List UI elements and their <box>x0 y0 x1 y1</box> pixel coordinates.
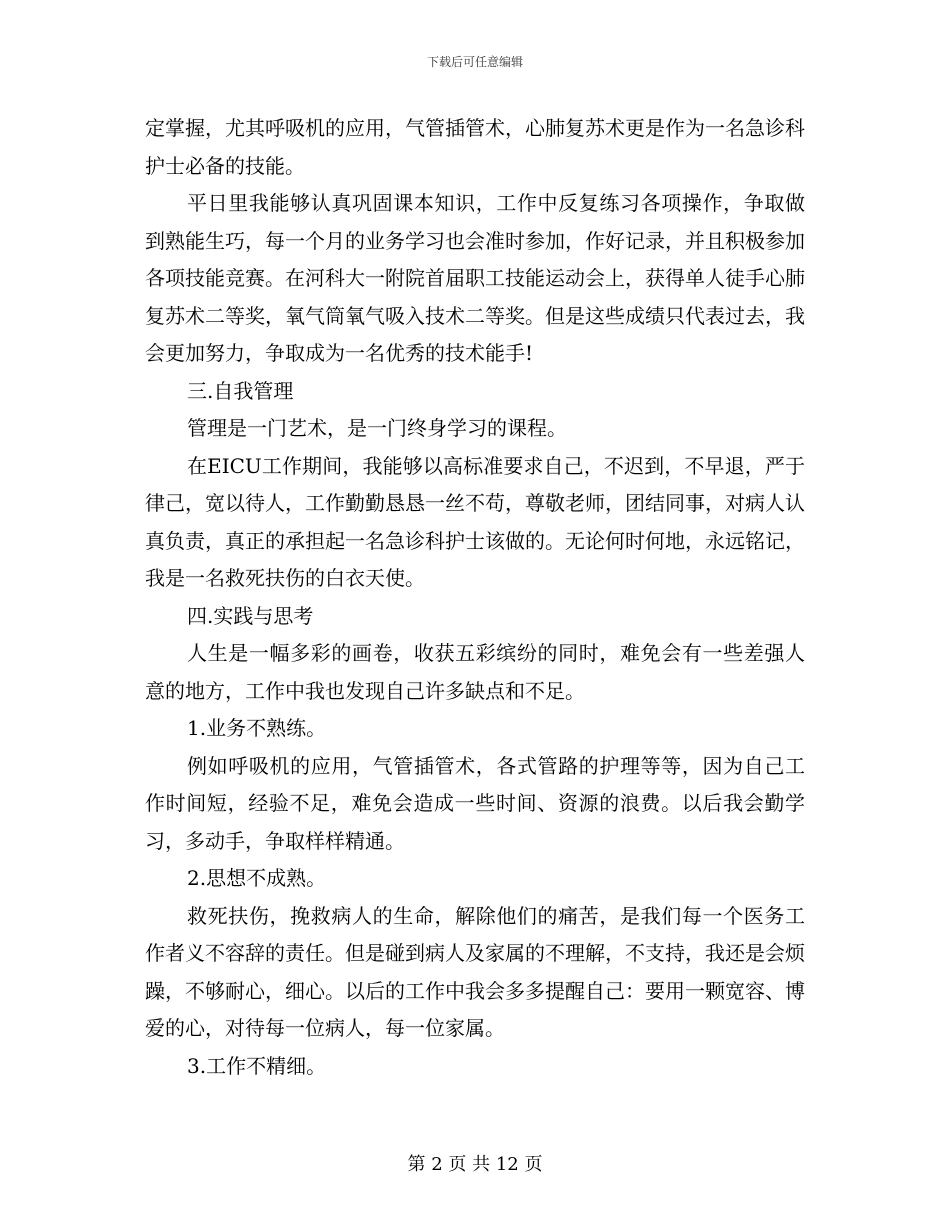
list-heading: 3.工作不精细。 <box>187 1053 327 1078</box>
paragraph: 在EICU工作期间，我能够以高标准要求自己，不迟到，不早退，严于律己，宽以待人，工作勤勤恳恳一丝不苟，尊敬老师，团结同事，对病人认真负责，真正的承担起一名急诊科护士该做的。无论何时何地，永远铭记，我是一名救死扶伤的白衣天使。 <box>145 453 805 590</box>
document-body <box>145 110 805 1085</box>
paragraph: 救死扶伤，挽救病人的生命，解除他们的痛苦，是我们每一个医务工作者义不容辞的责任。但是碰到病人及家属的不理解，不支持，我还是会烦躁，不够耐心，细心。以后的工作中我会多多提醒自己：要用一颗宽容、博爱的心，对待每一位病人，每一位家属。 <box>145 903 805 1040</box>
page-number: 第 2 页 共 12 页 <box>407 1154 543 1175</box>
list-heading: 1.业务不熟练。 <box>187 716 327 740</box>
section-heading: 四.实践与思考 <box>187 603 314 628</box>
section-heading: 三.自我管理 <box>187 378 294 403</box>
paragraph: 人生是一幅多彩的画卷，收获五彩缤纷的同时，难免会有一些差强人意的地方，工作中我也发现自己许多缺点和不足。 <box>145 641 805 703</box>
paragraph-continuation: 定掌握，尤其呼吸机的应用，气管插管术，心肺复苏术更是作为一名急诊科护士必备的技能。 <box>145 116 805 178</box>
header-note: 下载后可任意编辑 <box>426 55 523 69</box>
paragraph: 平日里我能够认真巩固课本知识，工作中反复练习各项操作，争取做到熟能生巧，每一个月的业务学习也会准时参加，作好记录，并且积极参加各项技能竞赛。在河科大一附院首届职工技能运动会上，获得单人徒手心肺复苏术二等奖，氧气筒氧气吸入技术二等奖。但是这些成绩只代表过去，我会更加努力，争取成为一名优秀的技术能手! <box>145 191 805 365</box>
list-heading: 2.思想不成熟。 <box>187 866 327 890</box>
paragraph: 管理是一门艺术，是一门终身学习的课程。 <box>187 416 567 440</box>
paragraph: 例如呼吸机的应用，气管插管术，各式管路的护理等等，因为自己工作时间短，经验不足，难免会造成一些时间、资源的浪费。以后我会勤学习，多动手，争取样样精通。 <box>145 753 805 853</box>
